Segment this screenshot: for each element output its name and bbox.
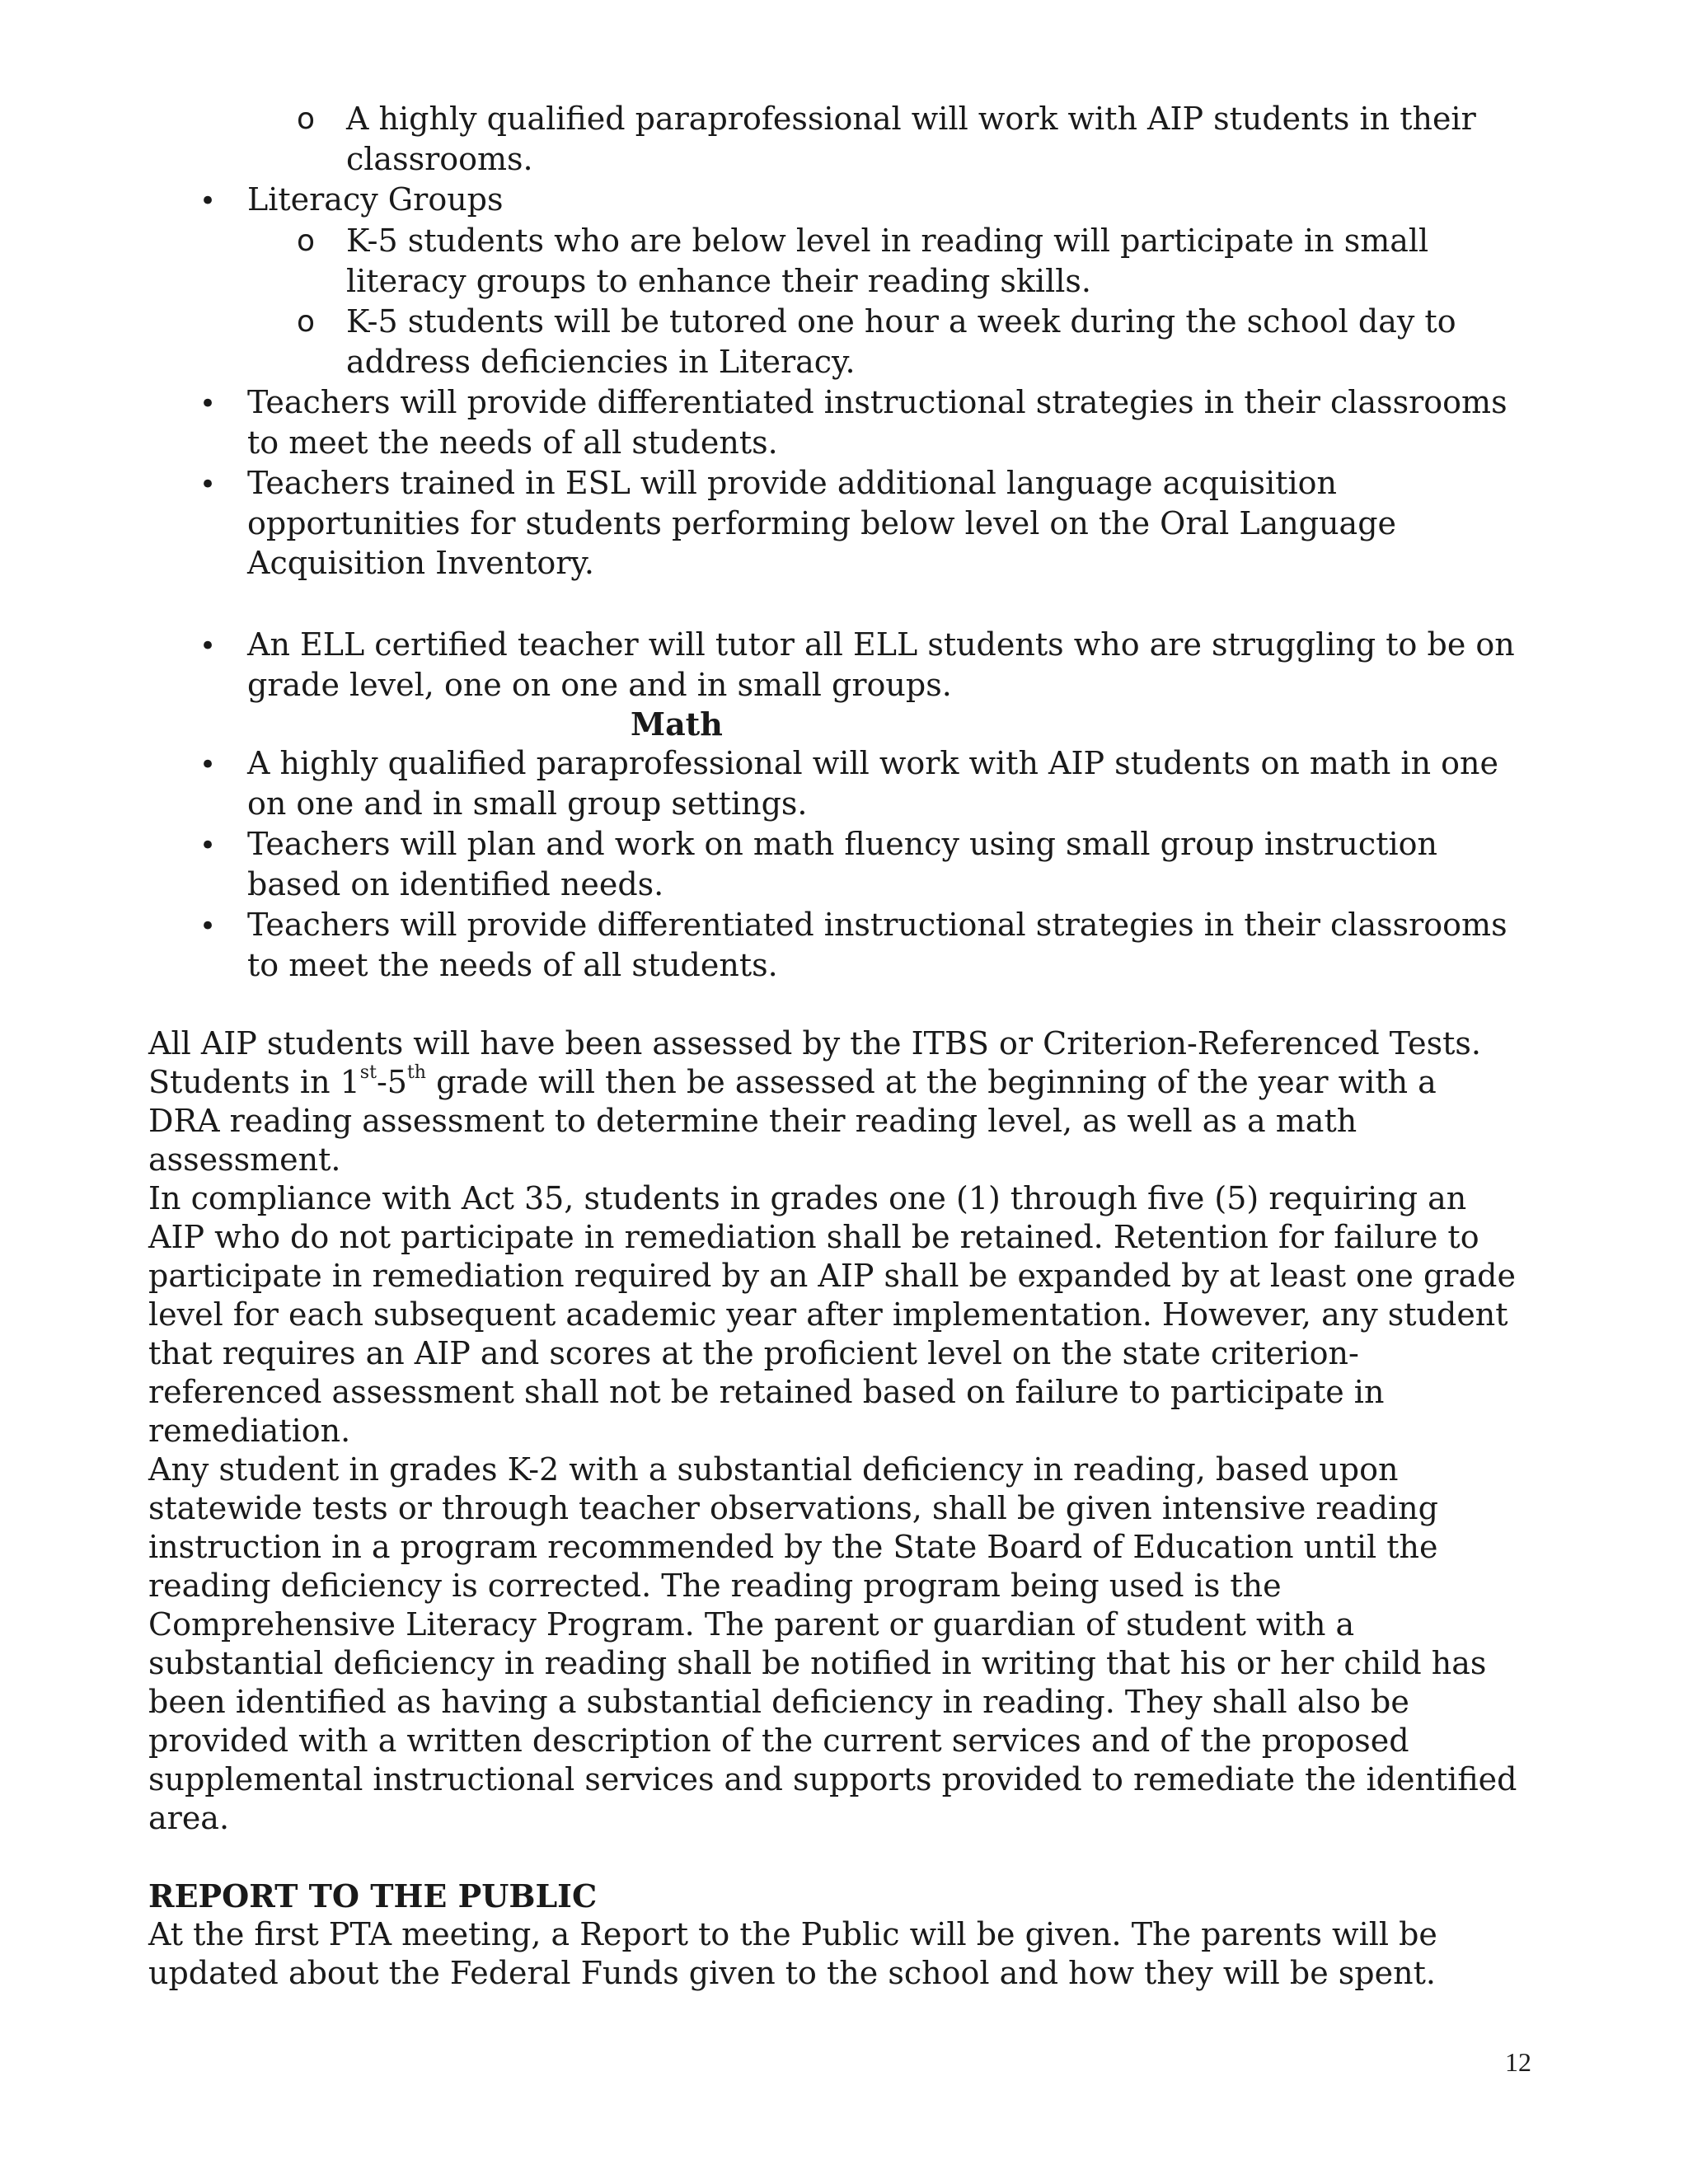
section-heading-math: Math bbox=[631, 705, 723, 743]
section-heading-report: REPORT TO THE PUBLIC bbox=[148, 1877, 598, 1915]
text-line: All AIP students will have been assessed by the ITBS or Criterion-Referenced Tests. bbox=[148, 1025, 1481, 1062]
bullet-marker: • bbox=[199, 748, 217, 781]
text-line: on one and in small group settings. bbox=[247, 785, 808, 822]
bullet-marker: • bbox=[199, 829, 217, 862]
text-line: to meet the needs of all students. bbox=[247, 424, 778, 461]
bullet-marker: • bbox=[199, 630, 217, 663]
text-fragment: -5 bbox=[376, 1064, 407, 1100]
page-number: 12 bbox=[1505, 2047, 1531, 2077]
text-line: reading deficiency is corrected. The reading program being used is the bbox=[148, 1568, 1282, 1604]
text-line: K-5 students who are below level in reading will participate in small bbox=[346, 223, 1429, 259]
text-line: Acquisition Inventory. bbox=[247, 545, 594, 581]
text-line: level for each subsequent academic year after implementation. However, any student bbox=[148, 1296, 1508, 1333]
text-line: DRA reading assessment to determine their reading level, as well as a math bbox=[148, 1103, 1357, 1139]
sub-bullet-marker: o bbox=[297, 224, 316, 258]
text-line: assessment. bbox=[148, 1141, 341, 1178]
text-line: provided with a written description of the current services and of the proposed bbox=[148, 1722, 1409, 1759]
bullet-marker: • bbox=[199, 468, 217, 501]
sub-bullet-marker: o bbox=[297, 102, 316, 136]
list-item-label: Literacy Groups bbox=[247, 181, 504, 218]
text-line: A highly qualified paraprofessional will work with AIP students on math in one bbox=[247, 745, 1498, 781]
text-line: address deficiencies in Literacy. bbox=[346, 344, 856, 380]
text-line: At the first PTA meeting, a Report to the Public will be given. The parents will be bbox=[148, 1916, 1437, 1952]
text-line: been identified as having a substantial deficiency in reading. They shall also be bbox=[148, 1684, 1409, 1720]
text-line: Teachers trained in ESL will provide additional language acquisition bbox=[247, 465, 1337, 501]
text-line: that requires an AIP and scores at the proficient level on the state criterion- bbox=[148, 1335, 1359, 1371]
text-line: updated about the Federal Funds given to the school and how they will be spent. bbox=[148, 1955, 1436, 1991]
text-line: instruction in a program recommended by the State Board of Education until the bbox=[148, 1529, 1438, 1565]
text-line: A highly qualified paraprofessional will work with AIP students in their bbox=[346, 101, 1476, 137]
text-line: An ELL certified teacher will tutor all ELL students who are struggling to be on bbox=[247, 626, 1515, 663]
text-line: participate in remediation required by an AIP shall be expanded by at least one grade bbox=[148, 1258, 1516, 1294]
text-line: grade level, one on one and in small groups. bbox=[247, 667, 952, 703]
text-line: Teachers will plan and work on math fluency using small group instruction bbox=[247, 826, 1437, 862]
text-line: Comprehensive Literacy Program. The parent or guardian of student with a bbox=[148, 1606, 1355, 1643]
text-line: classrooms. bbox=[346, 141, 533, 177]
bullet-marker: • bbox=[199, 387, 217, 420]
text-line: Any student in grades K-2 with a substantial deficiency in reading, based upon bbox=[148, 1451, 1399, 1488]
text-line: opportunities for students performing below level on the Oral Language bbox=[247, 505, 1397, 541]
text-line: K-5 students will be tutored one hour a week during the school day to bbox=[346, 303, 1456, 340]
text-fragment: Students in 1 bbox=[148, 1064, 360, 1100]
text-fragment: grade will then be assessed at the beginning of the year with a bbox=[425, 1064, 1437, 1100]
text-line: substantial deficiency in reading shall be notified in writing that his or her child has bbox=[148, 1645, 1487, 1681]
text-line: Teachers will provide differentiated instructional strategies in their classrooms bbox=[247, 907, 1507, 943]
text-line: remediation. bbox=[148, 1413, 351, 1449]
bullet-marker: • bbox=[199, 185, 217, 218]
text-line: to meet the needs of all students. bbox=[247, 947, 778, 983]
text-line: literacy groups to enhance their reading skills. bbox=[346, 263, 1091, 299]
text-line: based on identified needs. bbox=[247, 866, 664, 902]
text-line: statewide tests or through teacher observations, shall be given intensive reading bbox=[148, 1490, 1438, 1526]
text-line: referenced assessment shall not be retained based on failure to participate in bbox=[148, 1374, 1385, 1410]
text-line: AIP who do not participate in remediation shall be retained. Retention for failure to bbox=[148, 1219, 1479, 1255]
text-line: supplemental instructional services and supports provided to remediate the identified bbox=[148, 1761, 1517, 1797]
ordinal-suffix: st bbox=[359, 1062, 377, 1084]
text-line: Teachers will provide differentiated instructional strategies in their classrooms bbox=[247, 384, 1507, 420]
bullet-marker: • bbox=[199, 910, 217, 943]
ordinal-suffix: th bbox=[406, 1062, 426, 1084]
text-line bbox=[148, 1062, 1437, 1103]
text-line: In compliance with Act 35, students in grades one (1) through five (5) requiring an bbox=[148, 1180, 1467, 1216]
sub-bullet-marker: o bbox=[297, 305, 316, 339]
text-line: area. bbox=[148, 1800, 230, 1836]
